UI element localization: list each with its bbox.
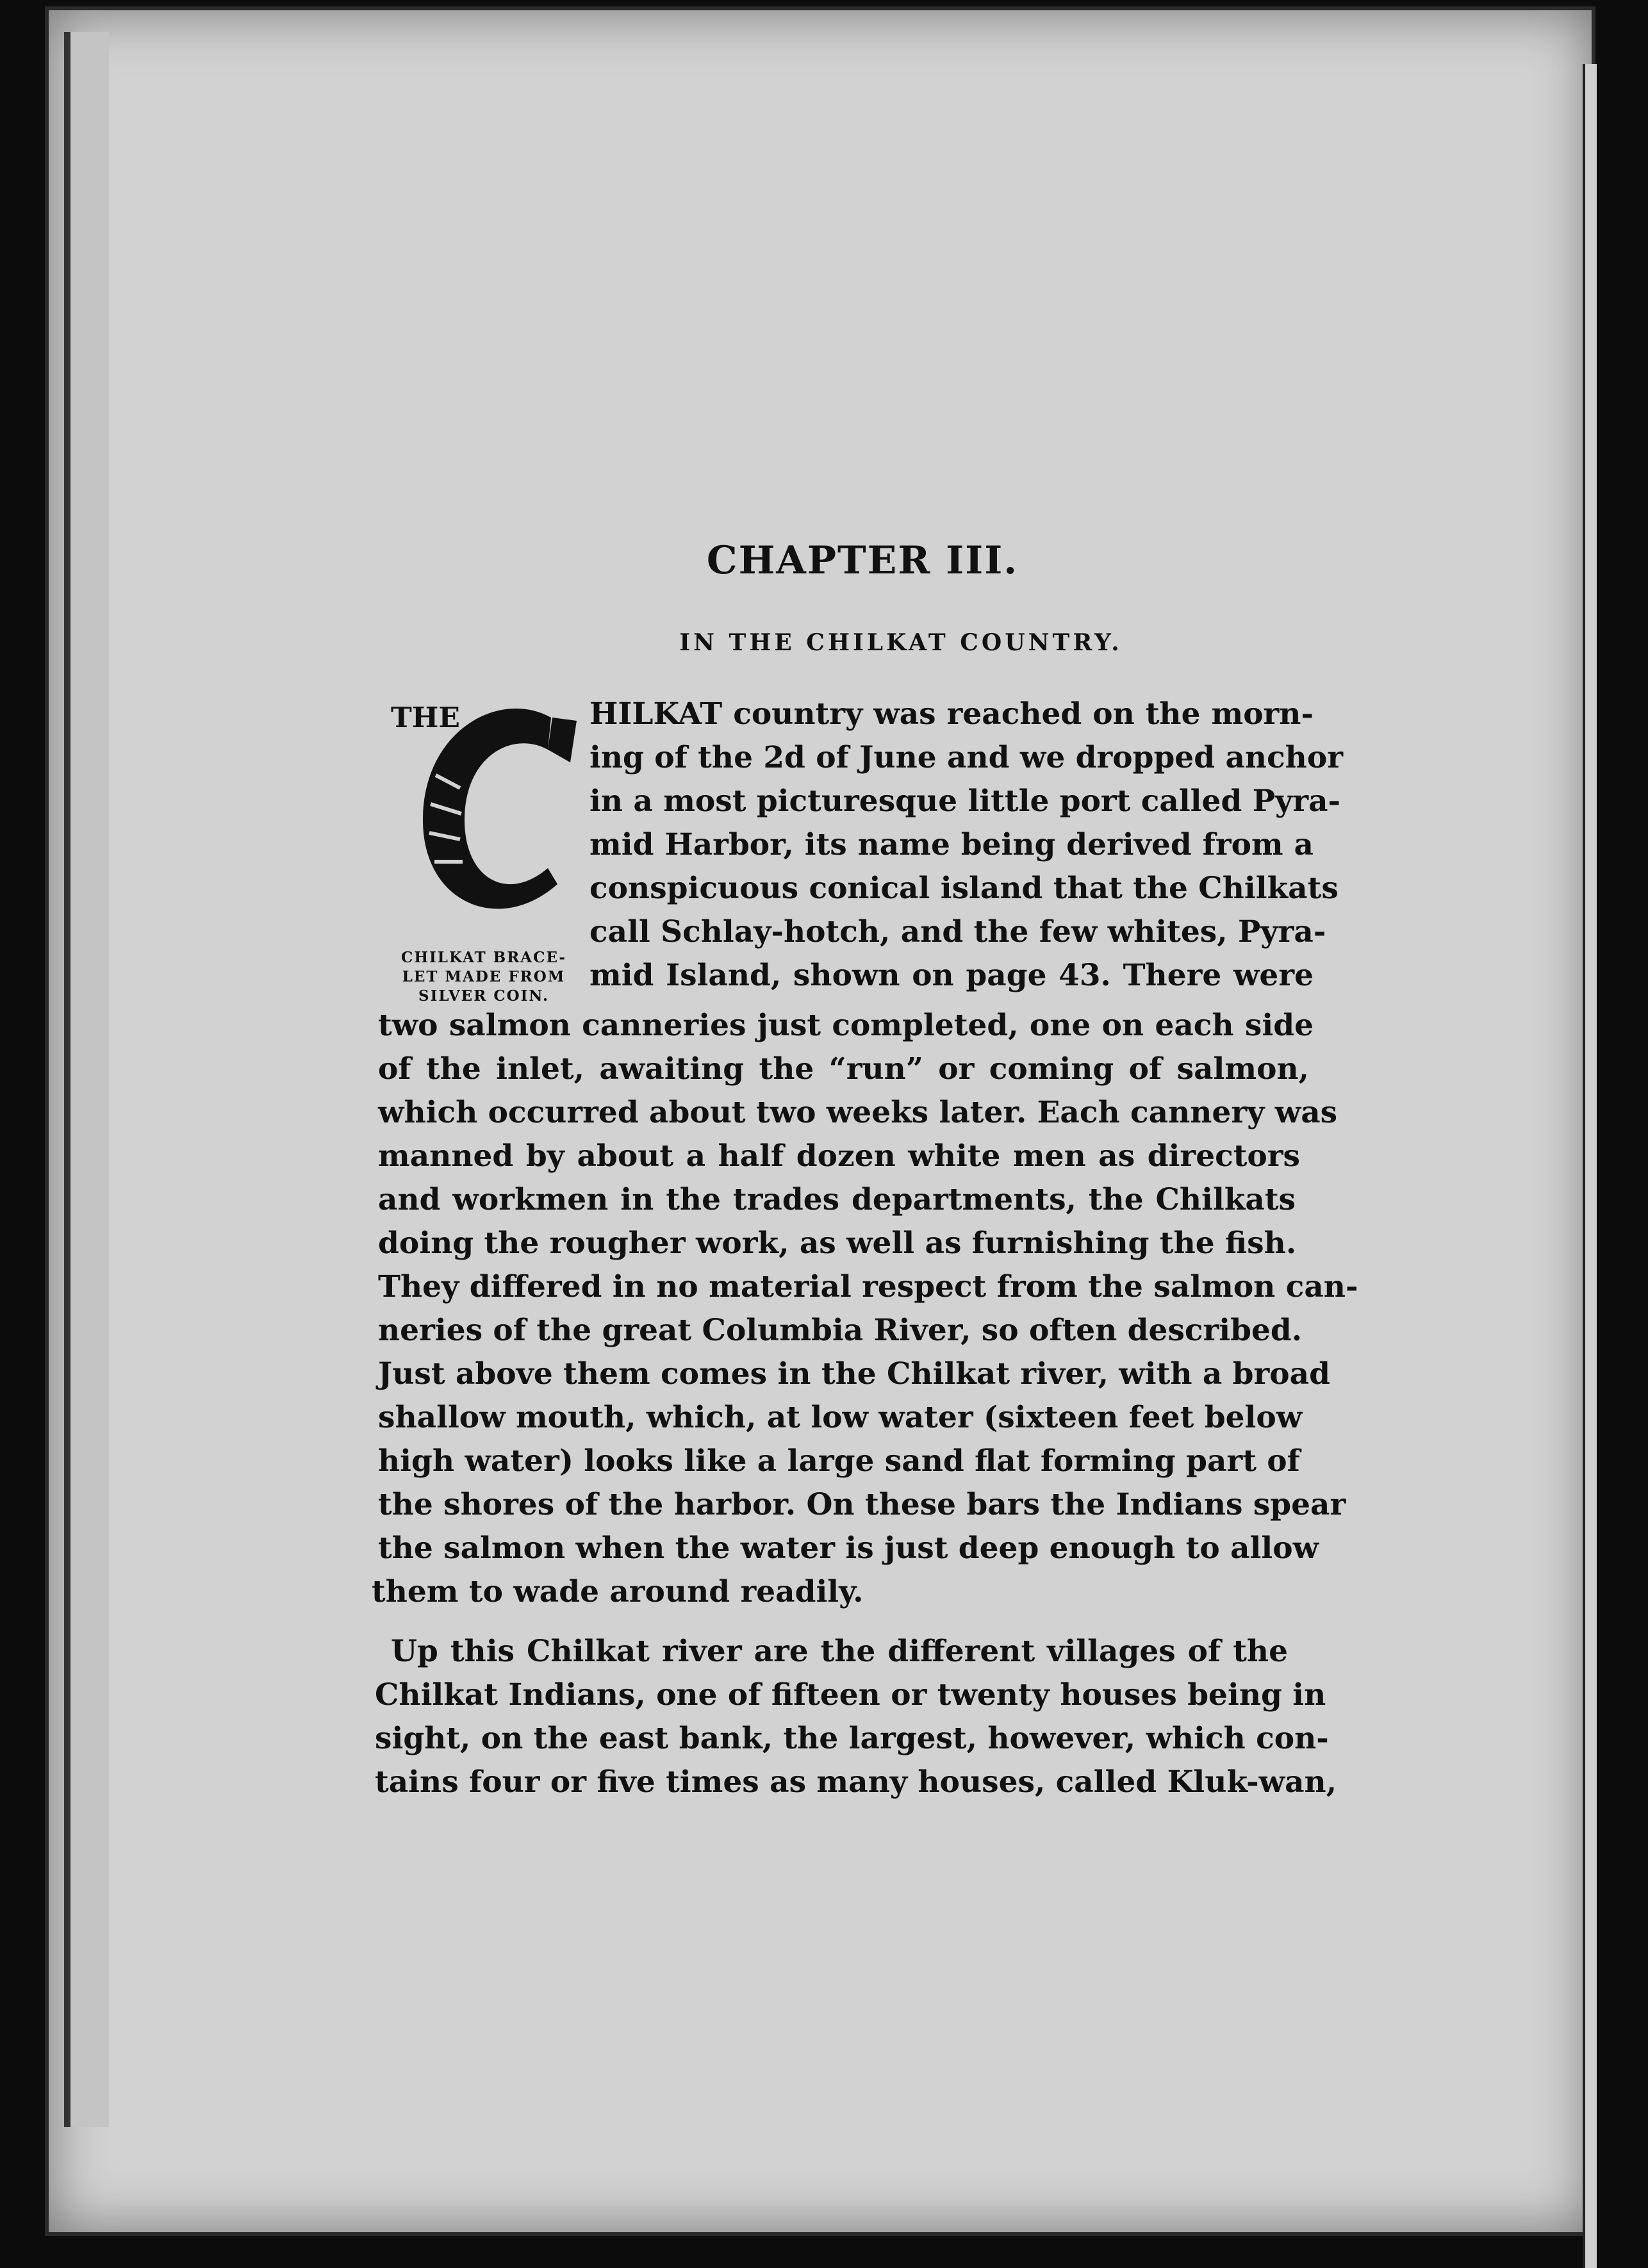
text-line: which occurred about two weeks later. Each cannery was <box>378 1095 1338 1130</box>
text-line: shallow mouth, which, at low water (sixteen feet below <box>378 1400 1303 1435</box>
caption-line: LET MADE FROM <box>402 968 566 985</box>
text-line: conspicuous conical island that the Chilkats <box>589 871 1339 906</box>
chapter-subtitle: IN THE CHILKAT COUNTRY. <box>679 629 1123 656</box>
text-line: high water) looks like a large sand flat forming part of <box>378 1443 1300 1479</box>
text-line: HILKAT country was reached on the morn- <box>589 696 1314 732</box>
text-line: of the inlet, awaiting the “run” or coming of salmon, <box>378 1051 1309 1087</box>
text-line: and workmen in the trades departments, the Chilkats <box>378 1182 1296 1217</box>
page-gutter <box>64 32 109 2127</box>
bracelet-drop-cap-illustration <box>384 692 589 929</box>
text-line: doing the rougher work, as well as furnishing the fish. <box>378 1226 1297 1261</box>
caption-line: SILVER COIN. <box>418 987 549 1005</box>
text-line: They differed in no material respect from the salmon can- <box>378 1269 1358 1304</box>
text-line: mid Island, shown on page 43. There were <box>589 958 1314 993</box>
ornament-label: THE <box>391 702 460 734</box>
text-line: two salmon canneries just completed, one on each side <box>378 1008 1314 1043</box>
text-line: Up this Chilkat river are the different villages of the <box>391 1634 1288 1669</box>
text-line: ing of the 2d of June and we dropped anchor <box>589 740 1343 775</box>
ornament-caption <box>384 948 583 1006</box>
text-line: Just above them comes in the Chilkat river, with a broad <box>378 1356 1330 1392</box>
chapter-heading: CHAPTER III. <box>706 538 1019 583</box>
page-edge <box>1583 64 1597 2268</box>
caption-line: CHILKAT BRACE- <box>401 949 566 966</box>
text-line: call Schlay-hotch, and the few whites, Pyra- <box>589 914 1326 949</box>
text-line: mid Harbor, its name being derived from a <box>589 827 1314 862</box>
text-line: tains four or five times as many houses, called Kluk-wan, <box>375 1764 1337 1800</box>
text-line: manned by about a half dozen white men as directors <box>378 1138 1300 1174</box>
text-line: Chilkat Indians, one of fifteen or twenty houses being in <box>375 1677 1326 1713</box>
text-line: the salmon when the water is just deep enough to allow <box>378 1531 1319 1566</box>
text-line: the shores of the harbor. On these bars the Indians spear <box>378 1487 1346 1522</box>
text-line: them to wade around readily. <box>372 1574 864 1609</box>
text-line: in a most picturesque little port called Pyra- <box>589 784 1341 819</box>
text-line: neries of the great Columbia River, so often described. <box>378 1313 1303 1348</box>
text-line: sight, on the east bank, the largest, however, which con- <box>375 1721 1329 1756</box>
